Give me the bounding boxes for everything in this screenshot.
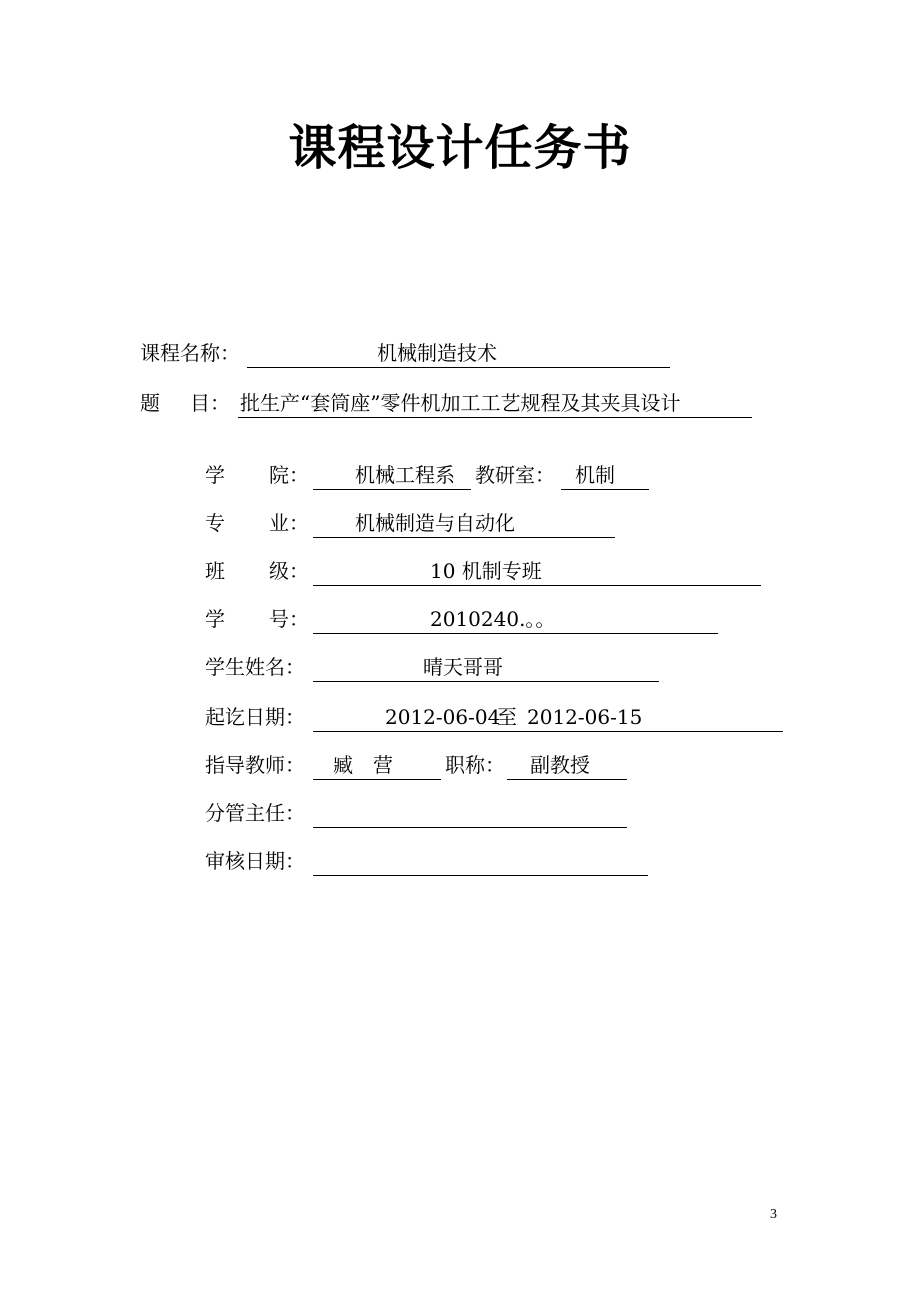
topic-label-2: 目： — [190, 391, 230, 415]
page-number: 3 — [770, 1207, 777, 1222]
advisor-title-value: 副教授 — [530, 753, 590, 777]
major-value: 机械制造与自动化 — [355, 511, 515, 535]
student-id-label-2: 号： — [269, 607, 309, 631]
dates-end: 2012-06-15 — [527, 705, 643, 729]
supervisor-underline — [313, 798, 627, 828]
student-name-row — [205, 652, 675, 682]
major-label-2: 业： — [269, 511, 309, 535]
college-value: 机械工程系 — [355, 463, 455, 487]
supervisor-label: 分管主任： — [205, 801, 305, 825]
class-label-1: 班 — [205, 559, 225, 583]
student-name-value: 晴天哥哥 — [423, 655, 503, 679]
student-name-label: 学生姓名： — [205, 655, 305, 679]
class-label-2: 级： — [269, 559, 309, 583]
dates-label: 起讫日期： — [205, 705, 305, 729]
advisor-row — [205, 750, 645, 780]
dates-start: 2012-06-04 — [385, 705, 501, 729]
review-date-row — [205, 846, 665, 876]
college-label-1: 学 — [205, 463, 225, 487]
research-office-value: 机制 — [575, 463, 615, 487]
major-label-1: 专 — [205, 511, 225, 535]
research-office-label: 教研室： — [475, 463, 555, 487]
topic-row — [140, 388, 780, 418]
topic-label-1: 题 — [140, 391, 160, 415]
college-row — [205, 460, 665, 490]
review-date-label: 审核日期： — [205, 849, 305, 873]
supervisor-row — [205, 798, 645, 828]
dates-separator: 至 — [497, 705, 517, 729]
student-id-value: 2010240.。。 — [430, 607, 556, 631]
topic-value: 批生产“套筒座”零件机加工工艺规程及其夹具设计 — [240, 391, 681, 415]
course-value: 机械制造技术 — [377, 341, 497, 365]
page-title: 课程设计任务书 — [288, 120, 632, 176]
course-label: 课程名称： — [140, 341, 240, 365]
major-row — [205, 508, 625, 538]
advisor-title-label: 职称： — [445, 753, 505, 777]
advisor-label: 指导教师： — [205, 753, 305, 777]
course-row — [140, 338, 680, 368]
dates-row — [205, 702, 805, 732]
student-id-row — [205, 604, 735, 634]
college-label-2: 院： — [269, 463, 309, 487]
review-date-underline — [313, 846, 648, 876]
student-id-label-1: 学 — [205, 607, 225, 631]
class-value: 10 机制专班 — [430, 559, 542, 583]
advisor-value: 臧 营 — [333, 753, 393, 777]
class-row — [205, 556, 775, 586]
